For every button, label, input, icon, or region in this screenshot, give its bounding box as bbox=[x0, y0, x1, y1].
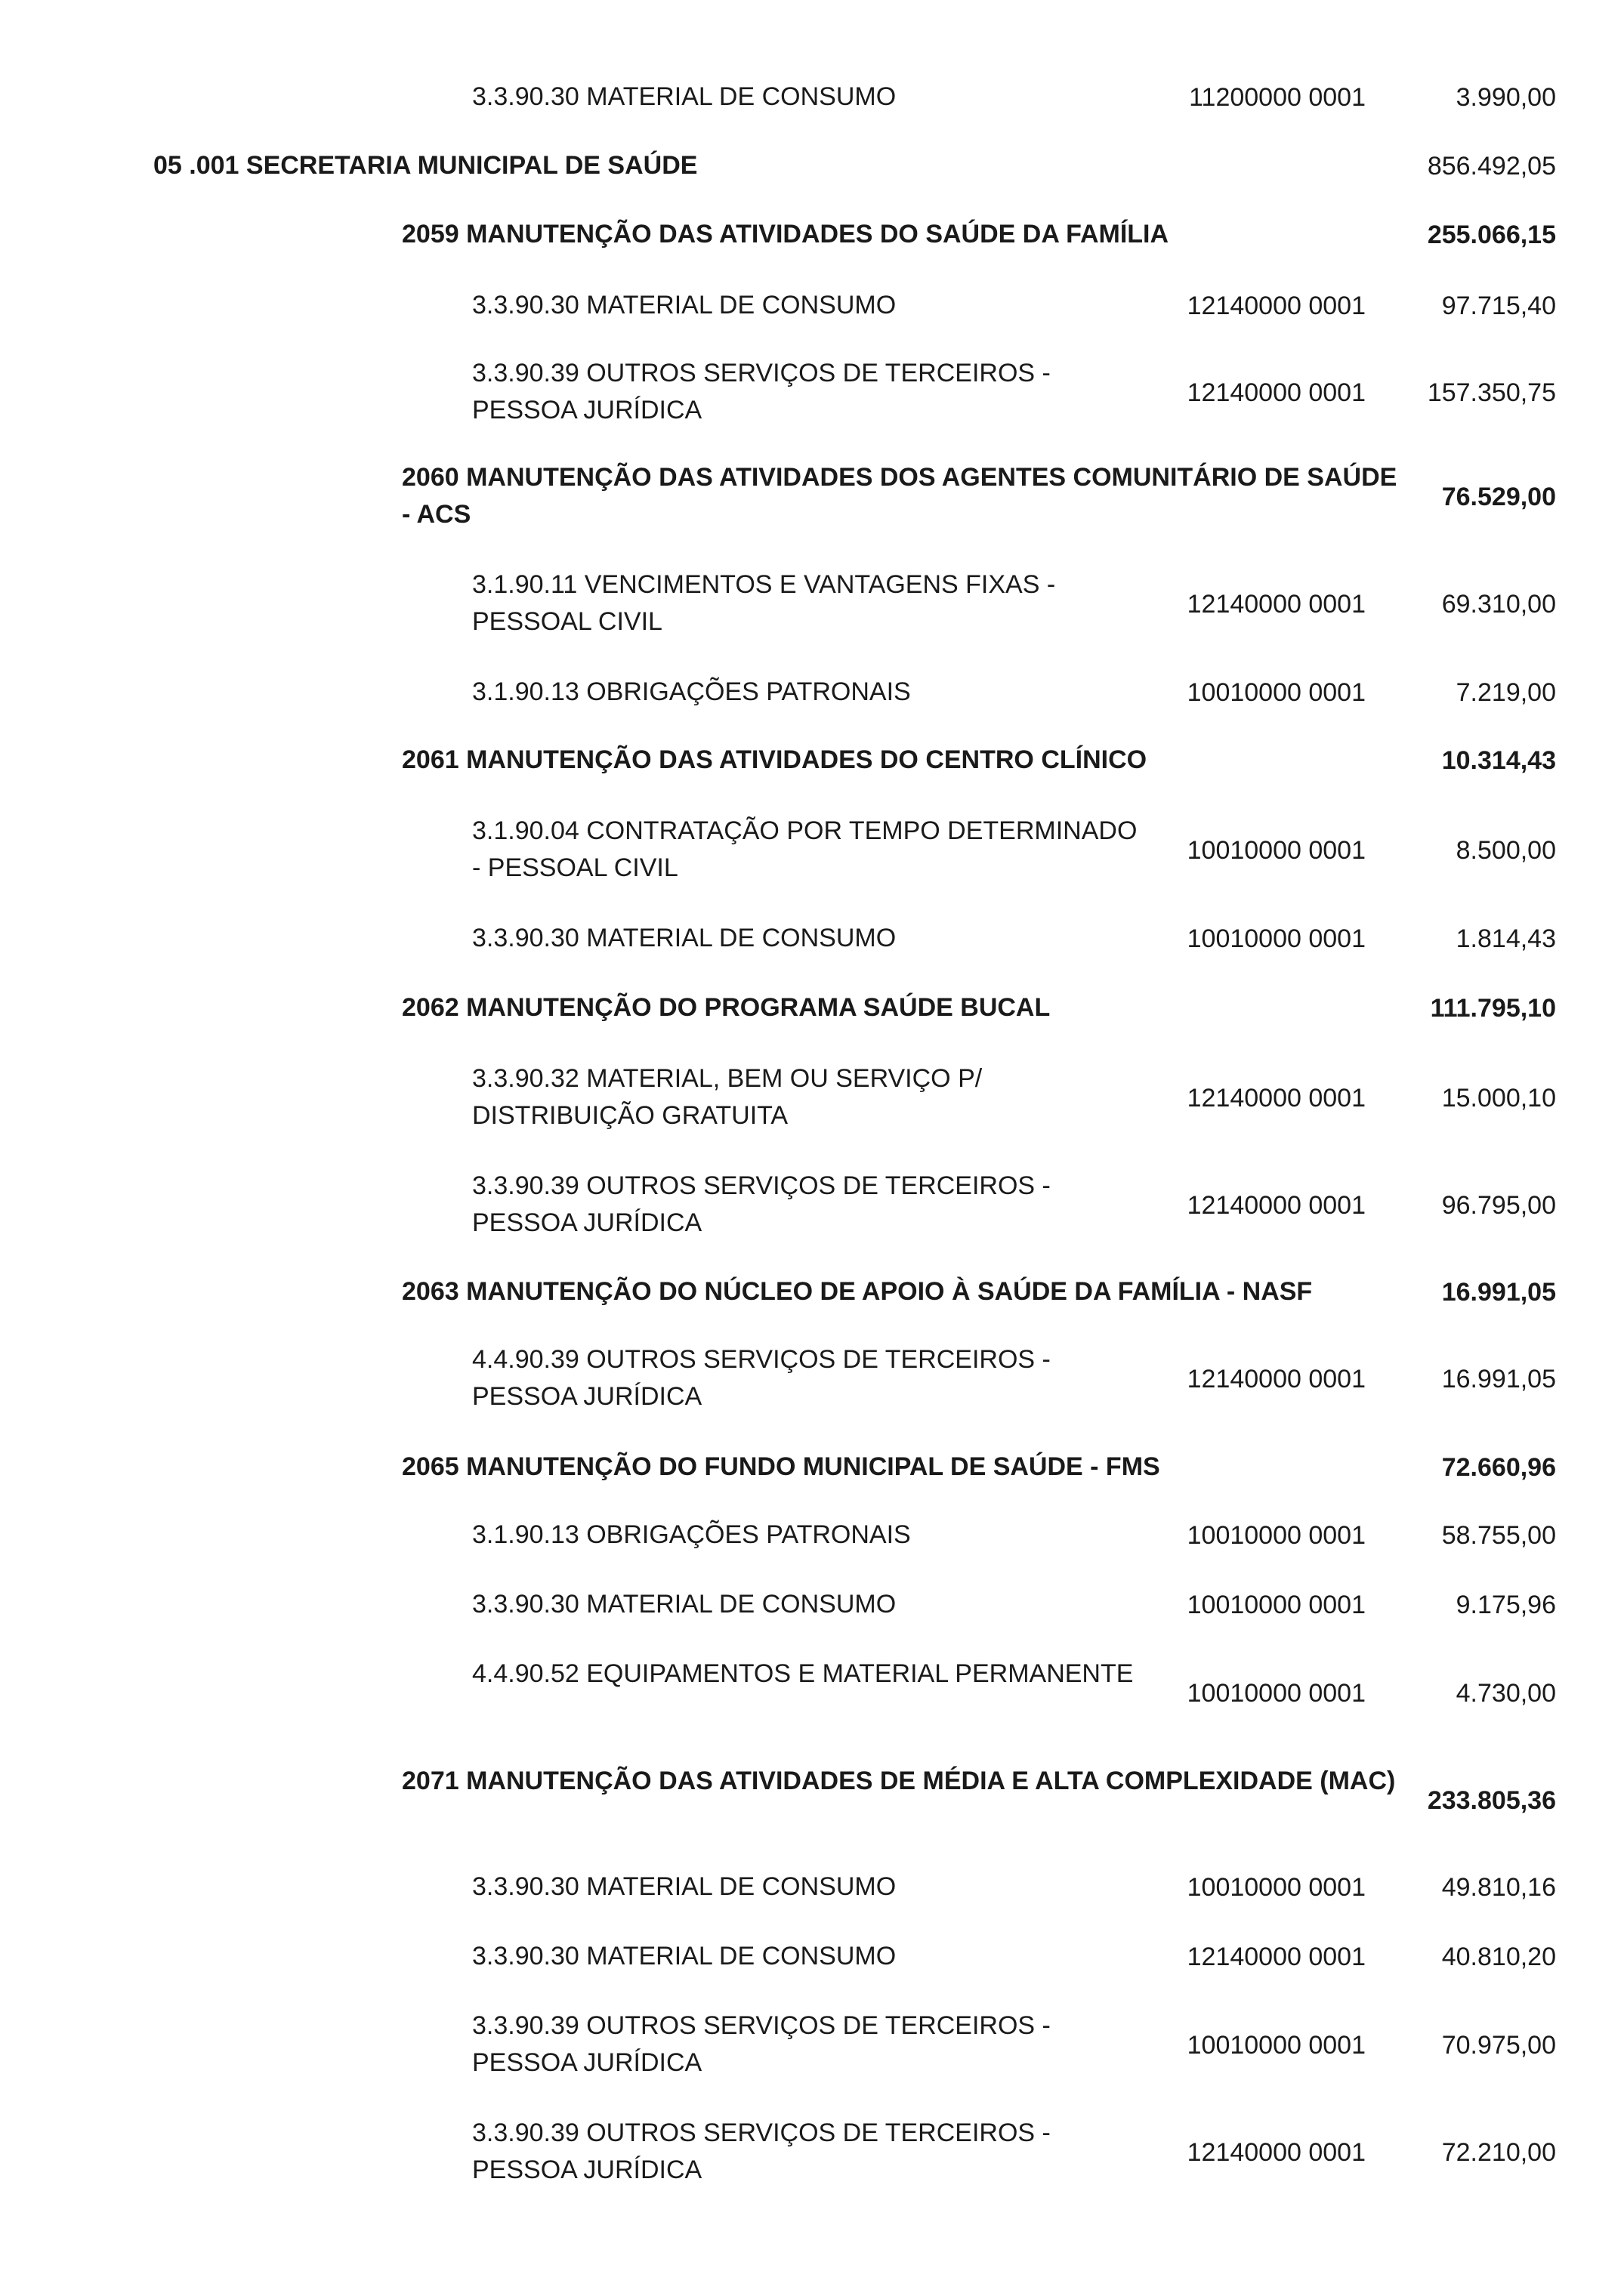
row-description: 05 .001 SECRETARIA MUNICIPAL DE SAÚDE bbox=[153, 151, 698, 180]
table-row bbox=[0, 1273, 1624, 1311]
row-value: 111.795,10 bbox=[1430, 994, 1556, 1023]
table-row bbox=[0, 1656, 1624, 1731]
row-source-code: 11200000 0001 bbox=[1189, 83, 1366, 112]
row-value: 58.755,00 bbox=[1441, 1521, 1556, 1550]
row-value: 97.715,40 bbox=[1441, 292, 1556, 320]
row-source-code: 12140000 0001 bbox=[1187, 292, 1366, 320]
row-source-code: 10010000 0001 bbox=[1187, 924, 1366, 953]
row-description: 3.3.90.30 MATERIAL DE CONSUMO bbox=[472, 1872, 897, 1901]
row-description: 3.1.90.13 OBRIGAÇÕES PATRONAIS bbox=[472, 1520, 911, 1549]
table-row bbox=[0, 355, 1624, 430]
table-row bbox=[0, 287, 1624, 325]
row-source-code: 12140000 0001 bbox=[1187, 590, 1366, 619]
row-source-code: 10010000 0001 bbox=[1187, 1591, 1366, 1619]
row-description: 3.1.90.13 OBRIGAÇÕES PATRONAIS bbox=[472, 677, 911, 706]
table-row bbox=[0, 989, 1624, 1027]
row-value: 3.990,00 bbox=[1456, 83, 1556, 112]
table-row bbox=[0, 459, 1624, 535]
table-row bbox=[0, 1869, 1624, 1906]
table-row bbox=[0, 1517, 1624, 1554]
row-value: 69.310,00 bbox=[1441, 590, 1556, 619]
row-value: 16.991,05 bbox=[1441, 1278, 1556, 1307]
row-description: 3.3.90.30 MATERIAL DE CONSUMO bbox=[472, 924, 897, 952]
row-source-code: 10010000 0001 bbox=[1187, 1679, 1366, 1708]
table-row bbox=[0, 742, 1624, 779]
row-source-code: 12140000 0001 bbox=[1187, 1084, 1366, 1113]
table-row bbox=[0, 1938, 1624, 1976]
table-row bbox=[0, 216, 1624, 254]
row-source-code: 12140000 0001 bbox=[1187, 1943, 1366, 1971]
row-description: 4.4.90.39 OUTROS SERVIÇOS DE TERCEIROS - PESSOA JURÍDICA bbox=[472, 1345, 1051, 1411]
row-value: 72.210,00 bbox=[1441, 2138, 1556, 2167]
row-value: 10.314,43 bbox=[1441, 746, 1556, 775]
row-value: 856.492,05 bbox=[1427, 152, 1556, 181]
row-source-code: 12140000 0001 bbox=[1187, 1191, 1366, 1220]
table-row bbox=[0, 2115, 1624, 2190]
table-row bbox=[0, 1586, 1624, 1624]
row-description: 2059 MANUTENÇÃO DAS ATIVIDADES DO SAÚDE DA FAMÍLIA bbox=[402, 220, 1169, 248]
row-value: 96.795,00 bbox=[1441, 1191, 1556, 1220]
row-description: 2071 MANUTENÇÃO DAS ATIVIDADES DE MÉDIA E ALTA COMPLEXIDADE (MAC) bbox=[402, 1767, 1396, 1795]
table-row bbox=[0, 1060, 1624, 1136]
row-value: 1.814,43 bbox=[1456, 924, 1556, 953]
row-description: 2061 MANUTENÇÃO DAS ATIVIDADES DO CENTRO CLÍNICO bbox=[402, 745, 1147, 774]
table-row bbox=[0, 1763, 1624, 1838]
row-source-code: 12140000 0001 bbox=[1187, 2138, 1366, 2167]
row-value: 7.219,00 bbox=[1456, 678, 1556, 707]
row-source-code: 10010000 0001 bbox=[1187, 836, 1366, 865]
row-value: 15.000,10 bbox=[1441, 1084, 1556, 1113]
row-source-code: 10010000 0001 bbox=[1187, 1873, 1366, 1902]
row-description: 3.3.90.30 MATERIAL DE CONSUMO bbox=[472, 1590, 897, 1619]
table-row bbox=[0, 674, 1624, 711]
row-description: 3.3.90.30 MATERIAL DE CONSUMO bbox=[472, 291, 897, 319]
row-description: 4.4.90.52 EQUIPAMENTOS E MATERIAL PERMANENTE bbox=[472, 1659, 1134, 1688]
row-value: 70.975,00 bbox=[1441, 2031, 1556, 2060]
row-source-code: 10010000 0001 bbox=[1187, 1521, 1366, 1550]
table-row bbox=[0, 2007, 1624, 2083]
row-value: 72.660,96 bbox=[1441, 1453, 1556, 1482]
row-value: 233.805,36 bbox=[1427, 1786, 1556, 1815]
row-description: 3.1.90.04 CONTRATAÇÃO POR TEMPO DETERMINADO - PESSOAL CIVIL bbox=[472, 816, 1138, 882]
row-value: 49.810,16 bbox=[1441, 1873, 1556, 1902]
row-description: 2063 MANUTENÇÃO DO NÚCLEO DE APOIO À SAÚDE DA FAMÍLIA - NASF bbox=[402, 1277, 1313, 1306]
table-row bbox=[0, 147, 1624, 185]
table-row bbox=[0, 566, 1624, 642]
row-source-code: 12140000 0001 bbox=[1187, 378, 1366, 407]
table-row bbox=[0, 813, 1624, 888]
row-description: 2065 MANUTENÇÃO DO FUNDO MUNICIPAL DE SAÚDE - FMS bbox=[402, 1452, 1160, 1481]
row-value: 4.730,00 bbox=[1456, 1679, 1556, 1708]
row-value: 16.991,05 bbox=[1441, 1365, 1556, 1393]
row-source-code: 12140000 0001 bbox=[1187, 1365, 1366, 1393]
row-description: 3.3.90.39 OUTROS SERVIÇOS DE TERCEIROS - PESSOA JURÍDICA bbox=[472, 2011, 1051, 2077]
row-value: 8.500,00 bbox=[1456, 836, 1556, 865]
row-description: 3.3.90.32 MATERIAL, BEM OU SERVIÇO P/ DISTRIBUIÇÃO GRATUITA bbox=[472, 1064, 983, 1130]
row-value: 255.066,15 bbox=[1427, 221, 1556, 249]
row-description: 2060 MANUTENÇÃO DAS ATIVIDADES DOS AGENTES COMUNITÁRIO DE SAÚDE - ACS bbox=[402, 463, 1397, 529]
row-description: 2062 MANUTENÇÃO DO PROGRAMA SAÚDE BUCAL bbox=[402, 993, 1051, 1022]
row-description: 3.3.90.39 OUTROS SERVIÇOS DE TERCEIROS - PESSOA JURÍDICA bbox=[472, 2119, 1051, 2184]
table-row bbox=[0, 1341, 1624, 1417]
row-value: 76.529,00 bbox=[1441, 483, 1556, 511]
table-row bbox=[0, 920, 1624, 958]
row-description: 3.3.90.30 MATERIAL DE CONSUMO bbox=[472, 82, 897, 111]
row-source-code: 10010000 0001 bbox=[1187, 2031, 1366, 2060]
table-row bbox=[0, 1449, 1624, 1486]
row-description: 3.3.90.39 OUTROS SERVIÇOS DE TERCEIROS - PESSOA JURÍDICA bbox=[472, 1171, 1051, 1237]
table-row bbox=[0, 79, 1624, 116]
row-value: 40.810,20 bbox=[1441, 1943, 1556, 1971]
row-value: 157.350,75 bbox=[1427, 378, 1556, 407]
row-description: 3.3.90.30 MATERIAL DE CONSUMO bbox=[472, 1942, 897, 1970]
table-row bbox=[0, 1168, 1624, 1243]
row-description: 3.1.90.11 VENCIMENTOS E VANTAGENS FIXAS - PESSOAL CIVIL bbox=[472, 570, 1056, 636]
row-description: 3.3.90.39 OUTROS SERVIÇOS DE TERCEIROS - PESSOA JURÍDICA bbox=[472, 359, 1051, 424]
row-value: 9.175,96 bbox=[1456, 1591, 1556, 1619]
row-source-code: 10010000 0001 bbox=[1187, 678, 1366, 707]
